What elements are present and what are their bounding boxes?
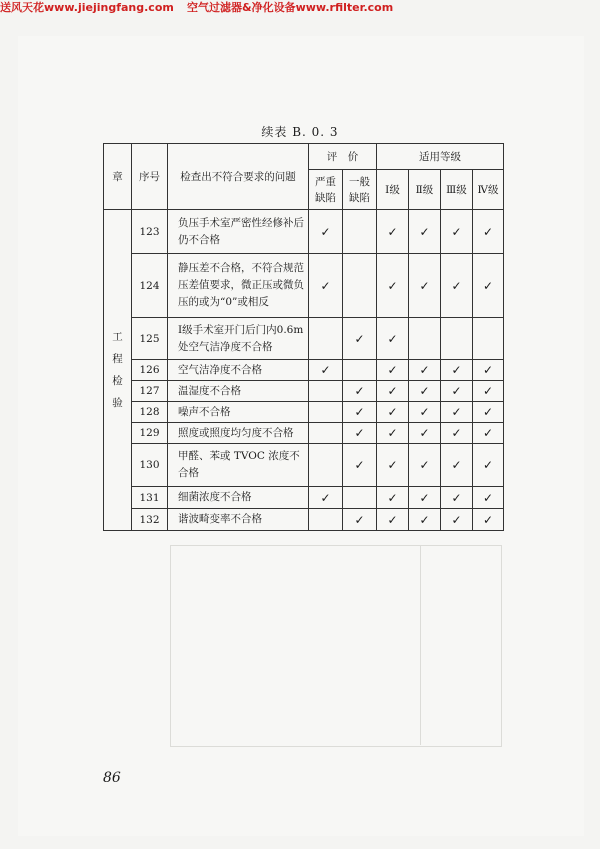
check-icon: ✓ xyxy=(419,363,430,377)
check-icon: ✓ xyxy=(451,278,462,293)
check-mark-cell xyxy=(441,381,473,402)
header-grade4: Ⅳ级 xyxy=(473,170,504,210)
check-mark-cell xyxy=(377,381,409,402)
chapter-char: 验 xyxy=(112,397,123,409)
check-mark-cell xyxy=(441,444,473,487)
check-icon: ✓ xyxy=(482,490,494,505)
check-mark-cell xyxy=(473,360,504,381)
empty-cell xyxy=(309,318,343,360)
header-general: 一般缺陷 xyxy=(343,170,377,210)
check-icon: ✓ xyxy=(419,278,430,293)
row-seq: 131 xyxy=(132,487,168,509)
header-problem: 检查出不符合要求的问题 xyxy=(168,144,309,210)
empty-cell xyxy=(309,423,343,444)
watermark-banner xyxy=(0,0,600,16)
header-grade1: Ⅰ级 xyxy=(377,170,409,210)
table-row xyxy=(104,423,504,444)
page-number: 86 xyxy=(103,770,121,786)
check-icon: ✓ xyxy=(482,458,494,472)
row-seq: 126 xyxy=(132,360,168,381)
empty-cell xyxy=(343,210,377,254)
row-seq: 128 xyxy=(132,402,168,423)
row-problem: 甲醛、苯或 TVOC 浓度不合格 xyxy=(168,444,309,487)
row-seq: 129 xyxy=(132,423,168,444)
empty-cell xyxy=(409,318,441,360)
check-icon: ✓ xyxy=(419,490,430,505)
header-seq: 序号 xyxy=(132,144,168,210)
check-mark-cell xyxy=(409,254,441,318)
check-icon: ✓ xyxy=(387,363,398,377)
check-icon: ✓ xyxy=(451,490,462,505)
check-icon: ✓ xyxy=(482,384,494,398)
check-icon: ✓ xyxy=(482,363,494,377)
chapter-char: 程 xyxy=(112,353,123,365)
row-seq: 127 xyxy=(132,381,168,402)
check-icon: ✓ xyxy=(451,426,462,440)
check-mark-cell xyxy=(473,402,504,423)
check-mark-cell xyxy=(377,318,409,360)
check-icon: ✓ xyxy=(387,512,398,527)
row-seq: 132 xyxy=(132,509,168,531)
table-row xyxy=(104,210,504,254)
check-icon: ✓ xyxy=(320,224,331,239)
check-mark-cell xyxy=(409,360,441,381)
table-row xyxy=(104,402,504,423)
check-mark-cell xyxy=(309,360,343,381)
header-grades: 适用等级 xyxy=(377,144,504,170)
check-icon: ✓ xyxy=(451,224,462,239)
check-icon: ✓ xyxy=(482,426,494,440)
check-mark-cell xyxy=(343,444,377,487)
check-mark-cell xyxy=(343,423,377,444)
empty-cell xyxy=(309,381,343,402)
table-row xyxy=(104,381,504,402)
check-icon: ✓ xyxy=(354,405,365,419)
table-row xyxy=(104,360,504,381)
check-mark-cell xyxy=(377,210,409,254)
empty-cell xyxy=(343,360,377,381)
check-icon: ✓ xyxy=(387,405,398,419)
check-mark-cell xyxy=(309,254,343,318)
chapter-cell xyxy=(104,210,132,531)
check-icon: ✓ xyxy=(419,224,430,239)
check-icon: ✓ xyxy=(451,363,462,377)
check-mark-cell xyxy=(441,423,473,444)
check-mark-cell xyxy=(473,509,504,531)
check-mark-cell xyxy=(441,509,473,531)
check-mark-cell xyxy=(377,444,409,487)
check-mark-cell xyxy=(441,487,473,509)
check-icon: ✓ xyxy=(387,426,398,440)
check-mark-cell xyxy=(409,509,441,531)
header-chapter: 章 xyxy=(104,144,132,210)
watermark-right: 空气过滤器&净化设备www.rfilter.com xyxy=(187,1,394,14)
check-mark-cell xyxy=(309,210,343,254)
table-row xyxy=(104,318,504,360)
check-icon: ✓ xyxy=(419,405,430,419)
check-mark-cell xyxy=(441,210,473,254)
check-mark-cell xyxy=(377,402,409,423)
table-row xyxy=(104,254,504,318)
check-icon: ✓ xyxy=(482,278,494,293)
row-seq: 123 xyxy=(132,210,168,254)
check-mark-cell xyxy=(473,444,504,487)
table-body xyxy=(104,210,504,531)
header-grade2: Ⅱ级 xyxy=(409,170,441,210)
bleed-through-table xyxy=(170,545,502,747)
row-problem: 噪声不合格 xyxy=(168,402,309,423)
inspection-table xyxy=(103,143,504,531)
check-icon: ✓ xyxy=(320,490,331,505)
check-mark-cell xyxy=(473,210,504,254)
check-mark-cell xyxy=(473,254,504,318)
check-mark-cell xyxy=(473,487,504,509)
chapter-char: 工 xyxy=(112,331,123,343)
check-icon: ✓ xyxy=(482,512,494,527)
header-grade3: Ⅲ级 xyxy=(441,170,473,210)
check-icon: ✓ xyxy=(419,458,430,472)
empty-cell xyxy=(473,318,504,360)
empty-cell xyxy=(441,318,473,360)
check-icon: ✓ xyxy=(387,490,398,505)
check-icon: ✓ xyxy=(354,331,365,346)
check-icon: ✓ xyxy=(451,405,462,419)
check-mark-cell xyxy=(377,254,409,318)
check-mark-cell xyxy=(441,254,473,318)
row-seq: 130 xyxy=(132,444,168,487)
check-mark-cell xyxy=(409,423,441,444)
check-mark-cell xyxy=(441,360,473,381)
check-mark-cell xyxy=(473,423,504,444)
check-mark-cell xyxy=(409,402,441,423)
check-icon: ✓ xyxy=(387,458,398,472)
check-icon: ✓ xyxy=(419,426,430,440)
check-icon: ✓ xyxy=(354,426,365,440)
row-problem: Ⅰ级手术室开门后门内0.6m处空气洁净度不合格 xyxy=(168,318,309,360)
check-mark-cell xyxy=(343,318,377,360)
check-mark-cell xyxy=(343,509,377,531)
empty-cell xyxy=(309,444,343,487)
check-icon: ✓ xyxy=(451,384,462,398)
watermark-left: 送风天花www.jiejingfang.com xyxy=(0,1,174,14)
check-mark-cell xyxy=(409,381,441,402)
check-mark-cell xyxy=(473,381,504,402)
row-problem: 温湿度不合格 xyxy=(168,381,309,402)
row-problem: 谐波畸变率不合格 xyxy=(168,509,309,531)
check-mark-cell xyxy=(409,487,441,509)
chapter-char: 检 xyxy=(112,375,123,387)
table-row xyxy=(104,444,504,487)
check-icon: ✓ xyxy=(354,384,365,398)
check-icon: ✓ xyxy=(419,384,430,398)
check-mark-cell xyxy=(409,444,441,487)
check-mark-cell xyxy=(409,210,441,254)
table-row xyxy=(104,509,504,531)
row-problem: 静压差不合格，不符合规范压差值要求，微正压或微负压的或为“0”或相反 xyxy=(168,254,309,318)
check-icon: ✓ xyxy=(354,458,365,472)
check-mark-cell xyxy=(343,402,377,423)
row-seq: 124 xyxy=(132,254,168,318)
check-icon: ✓ xyxy=(387,278,398,293)
bleed-through-line xyxy=(420,545,421,745)
check-mark-cell xyxy=(377,509,409,531)
check-icon: ✓ xyxy=(387,331,398,346)
row-problem: 照度或照度均匀度不合格 xyxy=(168,423,309,444)
row-seq: 125 xyxy=(132,318,168,360)
empty-cell xyxy=(343,254,377,318)
check-icon: ✓ xyxy=(387,384,398,398)
check-icon: ✓ xyxy=(387,224,398,239)
check-mark-cell xyxy=(343,381,377,402)
check-mark-cell xyxy=(377,360,409,381)
check-icon: ✓ xyxy=(451,512,462,527)
check-mark-cell xyxy=(309,487,343,509)
table-row xyxy=(104,487,504,509)
empty-cell xyxy=(343,487,377,509)
check-icon: ✓ xyxy=(320,278,331,293)
empty-cell xyxy=(309,402,343,423)
row-problem: 负压手术室严密性经修补后仍不合格 xyxy=(168,210,309,254)
check-mark-cell xyxy=(377,423,409,444)
check-icon: ✓ xyxy=(354,512,365,527)
header-severe: 严重缺陷 xyxy=(309,170,343,210)
check-mark-cell xyxy=(377,487,409,509)
row-problem: 空气洁净度不合格 xyxy=(168,360,309,381)
check-icon: ✓ xyxy=(482,224,494,239)
header-evaluation: 评 价 xyxy=(309,144,377,170)
check-icon: ✓ xyxy=(419,512,430,527)
empty-cell xyxy=(309,509,343,531)
check-icon: ✓ xyxy=(320,363,331,377)
row-problem: 细菌浓度不合格 xyxy=(168,487,309,509)
table-caption: 续表 B. 0. 3 xyxy=(261,125,339,139)
check-mark-cell xyxy=(441,402,473,423)
check-icon: ✓ xyxy=(482,405,494,419)
check-icon: ✓ xyxy=(451,458,462,472)
